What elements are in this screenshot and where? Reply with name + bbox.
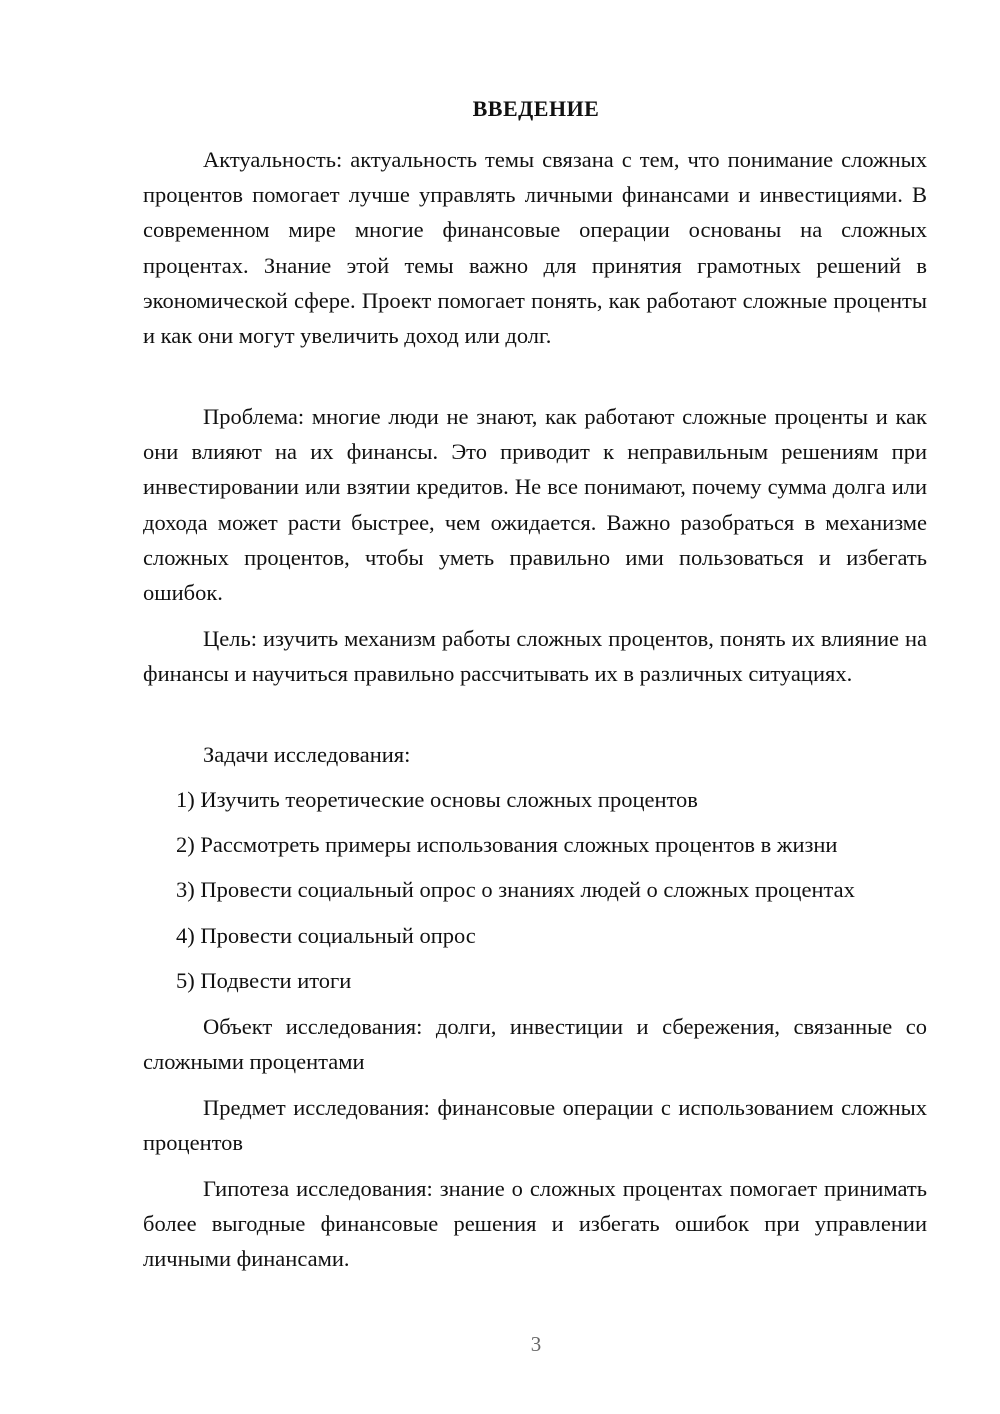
- task-item-4: 4) Провести социальный опрос: [176, 923, 476, 948]
- task-item-2: 2) Рассмотреть примеры использования сложных процентов в жизни: [176, 832, 838, 857]
- task-item-1: 1) Изучить теоретические основы сложных процентов: [176, 787, 698, 812]
- paragraph-goal: Цель: изучить механизм работы сложных процентов, понять их влияние на финансы и научиться правильно рассчитывать их в различных ситуациях.: [143, 626, 927, 687]
- paragraph-hypothesis: Гипотеза исследования: знание о сложных процентах помогает принимать более выгодные финансовые решения и избегать ошибок при управлении личными финансами.: [143, 1176, 927, 1272]
- paragraph-object: Объект исследования: долги, инвестиции и сбережения, связанные со сложными процентами: [143, 1014, 927, 1075]
- task-item-5: 5) Подвести итоги: [176, 968, 352, 993]
- paragraph-subject: Предмет исследования: финансовые операции с использованием сложных процентов: [143, 1095, 927, 1156]
- page-title: ВВЕДЕНИЕ: [472, 96, 600, 121]
- tasks-title: Задачи исследования:: [203, 742, 411, 767]
- task-item-3: 3) Провести социальный опрос о знаниях людей о сложных процентах: [176, 877, 855, 902]
- paragraph-problem: Проблема: многие люди не знают, как работают сложные проценты и как они влияют на их финансы. Это приводит к неправильным решениям при инвестировании или взятии кредитов. Не все понимают, почему сумма долга или дохода может расти быстрее, чем ожидается. Важно разобраться в механизме сложных процентов, чтобы уметь правильно ими пользоваться и избегать ошибок.: [143, 404, 927, 606]
- page-number: 3: [530, 1332, 542, 1356]
- paragraph-relevance: Актуальность: актуальность темы связана с тем, что понимание сложных процентов помогает лучше управлять личными финансами и инвестициями. В современном мире многие финансовые операции основаны на сложных процентах. Знание этой темы важно для принятия грамотных решений в экономической сфере. Проект помогает понять, как работают сложные проценты и как они могут увеличить доход или долг.: [143, 147, 927, 349]
